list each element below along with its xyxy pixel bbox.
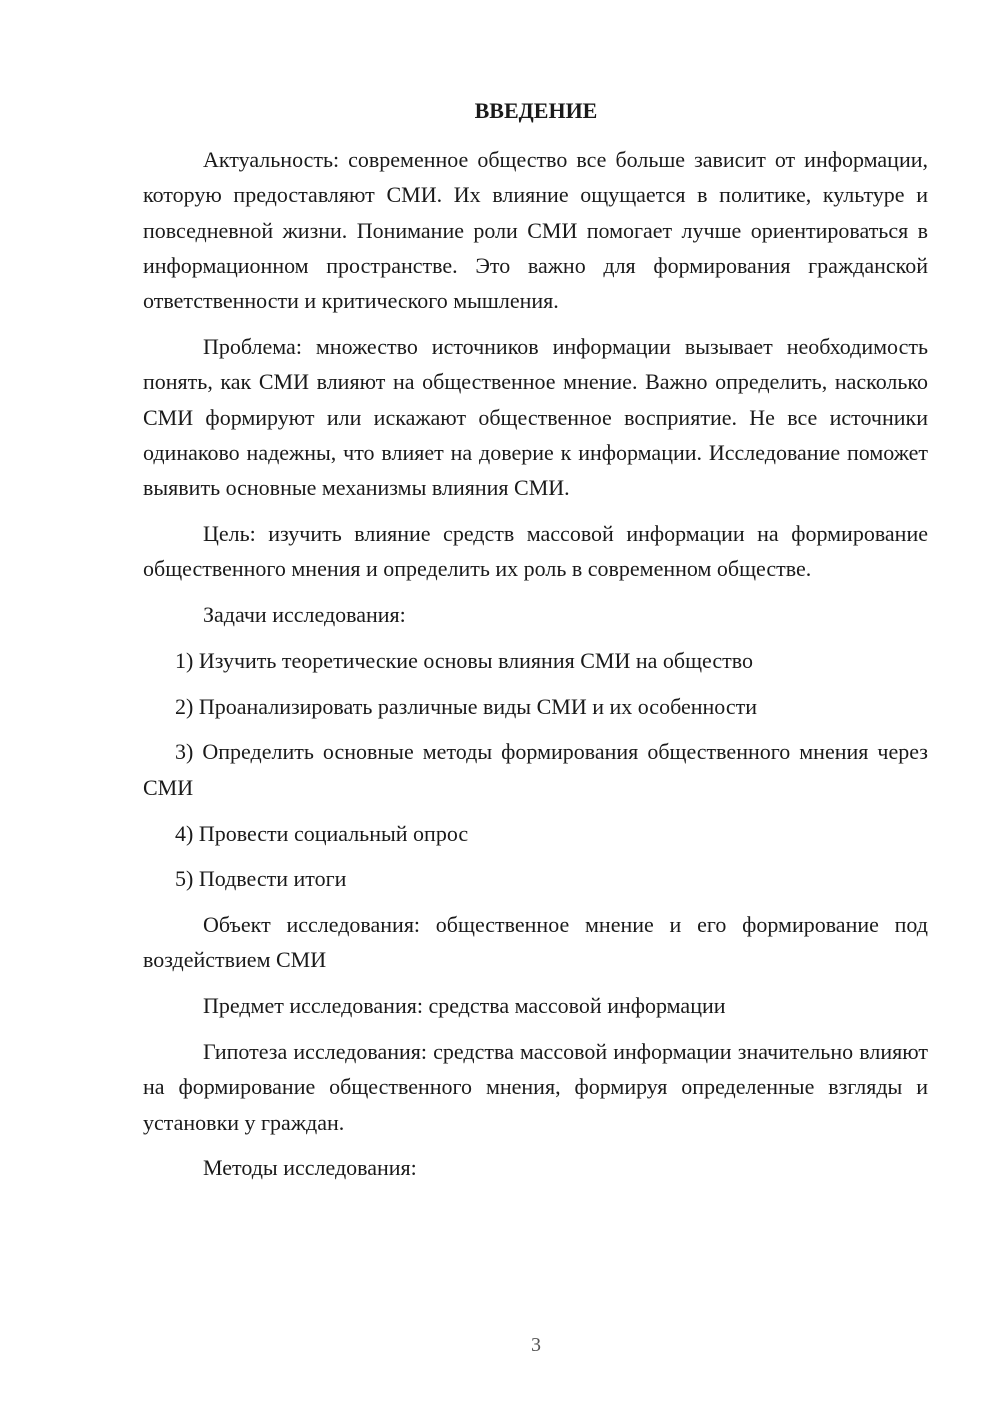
paragraph-hypothesis: Гипотеза исследования: средства массовой информации значительно влияют на формирование общественного мнения, формируя определенные взгляды и установки у граждан. [143, 1039, 928, 1135]
task-item: 4) Провести социальный опрос [175, 820, 469, 846]
task-item: 2) Проанализировать различные виды СМИ и их особенности [175, 693, 757, 719]
paragraph-goal: Цель: изучить влияние средств массовой информации на формирование общественного мнения и определить их роль в современном обществе. [143, 520, 928, 582]
paragraph-subject: Предмет исследования: средства массовой информации [203, 993, 726, 1019]
page-number: 3 [531, 1334, 541, 1356]
task-item: 3) Определить основные методы формирования общественного мнения через СМИ [143, 739, 928, 800]
methods-heading: Методы исследования: [203, 1155, 417, 1181]
task-item: 5) Подвести итоги [175, 866, 347, 892]
document-body [143, 142, 928, 1196]
page-title: ВВЕДЕНИЕ [474, 98, 598, 123]
paragraph-problem: Проблема: множество источников информации вызывает необходимость понять, как СМИ влияют на общественное мнение. Важно определить, насколько СМИ формируют или искажают общественное восприятие. Не все источники одинаково надежны, что влияет на доверие к информации. Исследование поможет выявить основные механизмы влияния СМИ. [143, 333, 928, 501]
paragraph-relevance: Актуальность: современное общество все больше зависит от информации, которую предоставляют СМИ. Их влияние ощущается в политике, культуре и повседневной жизни. Понимание роли СМИ помогает лучше ориентироваться в информационном пространстве. Это важно для формирования гражданской ответственности и критического мышления. [143, 147, 928, 314]
tasks-heading: Задачи исследования: [203, 602, 406, 628]
task-item: 1) Изучить теоретические основы влияния СМИ на общество [175, 647, 753, 673]
paragraph-object: Объект исследования: общественное мнение и его формирование под воздействием СМИ [143, 912, 928, 973]
